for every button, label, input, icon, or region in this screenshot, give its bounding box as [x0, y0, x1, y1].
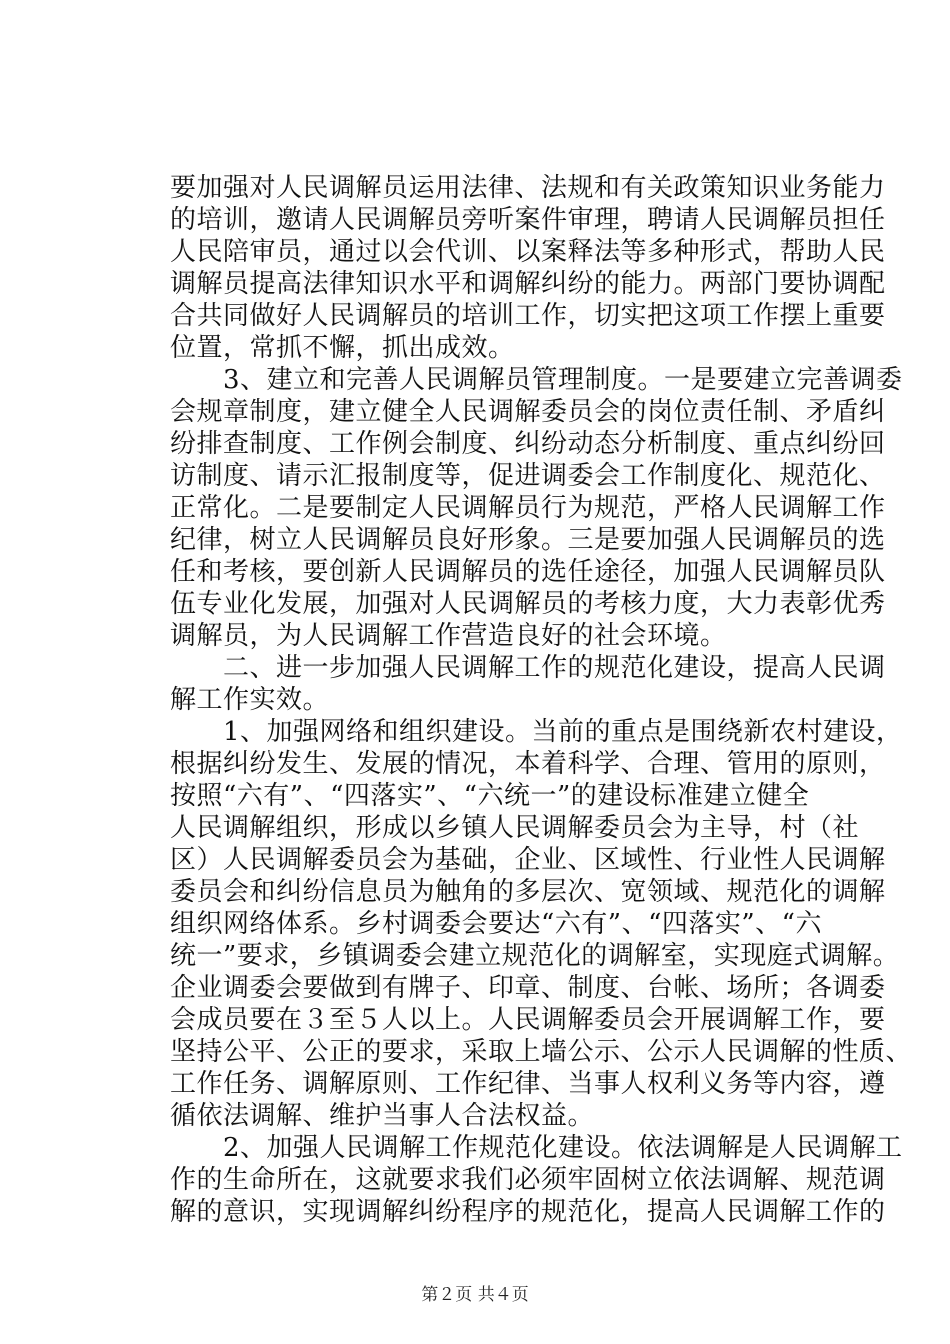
text-line: 2、加强人民调解工作规范化建设。依法调解是人民调解工: [170, 1133, 903, 1163]
text-line: 访制度、请示汇报制度等，促进调委会工作制度化、规范化、: [170, 461, 886, 491]
text-line: 企业调委会要做到有牌子、印章、制度、台帐、场所；各调委: [170, 973, 886, 1003]
text-line: 1、加强网络和组织建设。当前的重点是围绕新农村建设，: [170, 717, 903, 747]
text-line: 的培训，邀请人民调解员旁听案件审理，聘请人民调解员担任: [170, 205, 886, 235]
text-line: 任和考核，要创新人民调解员的选任途径，加强人民调解员队: [170, 557, 886, 587]
text-line: 工作任务、调解原则、工作纪律、当事人权利义务等内容，遵: [170, 1069, 886, 1099]
text-line: 纪律，树立人民调解员良好形象。三是要加强人民调解员的选: [170, 525, 886, 555]
text-line: 纷排查制度、工作例会制度、纠纷动态分析制度、重点纠纷回: [170, 429, 886, 459]
text-line: 3、建立和完善人民调解员管理制度。一是要建立完善调委: [170, 365, 903, 395]
text-line: 统一”要求，乡镇调委会建立规范化的调解室，实现庭式调解。: [170, 941, 900, 971]
text-line: 根据纠纷发生、发展的情况，本着科学、合理、管用的原则，: [170, 749, 886, 779]
text-line: 人民陪审员，通过以会代训、以案释法等多种形式，帮助人民: [170, 237, 886, 267]
body-text: [170, 172, 913, 1228]
text-line: 解工作实效。: [170, 685, 330, 715]
text-line: 组织网络体系。乡村调委会要达“六有”、“四落实”、“六: [170, 909, 822, 939]
text-line: 要加强对人民调解员运用法律、法规和有关政策知识业务能力: [170, 173, 886, 203]
text-line: 伍专业化发展，加强对人民调解员的考核力度，大力表彰优秀: [170, 589, 886, 619]
text-line: 循依法调解、维护当事人合法权益。: [170, 1101, 595, 1131]
text-line: 人民调解组织，形成以乡镇人民调解委员会为主导，村（社: [170, 813, 860, 843]
text-line: 委员会和纠纷信息员为触角的多层次、宽领域、规范化的调解: [170, 877, 886, 907]
text-line: 合共同做好人民调解员的培训工作，切实把这项工作摆上重要: [170, 301, 886, 331]
text-line: 区）人民调解委员会为基础，企业、区域性、行业性人民调解: [170, 845, 886, 875]
text-line: 调解员提高法律知识水平和调解纠纷的能力。两部门要协调配: [170, 269, 886, 299]
text-line: 正常化。二是要制定人民调解员行为规范，严格人民调解工作: [170, 493, 886, 523]
text-line: 坚持公平、公正的要求，采取上墙公示、公示人民调解的性质、: [170, 1037, 913, 1067]
text-line: 按照“六有”、“四落实”、“六统一”的建设标准建立健全: [170, 781, 810, 811]
text-line: 调解员，为人民调解工作营造良好的社会环境。: [170, 621, 727, 651]
text-line: 作的生命所在，这就要求我们必须牢固树立依法调解、规范调: [170, 1165, 886, 1195]
text-line: 二、进一步加强人民调解工作的规范化建设，提高人民调: [170, 653, 886, 683]
page-number-footer: 第２页 共４页: [421, 1285, 529, 1305]
text-line: 位置，常抓不懈，抓出成效。: [170, 333, 515, 363]
text-line: 会规章制度，建立健全人民调解委员会的岗位责任制、矛盾纠: [170, 397, 886, 427]
text-line: 解的意识，实现调解纠纷程序的规范化，提高人民调解工作的: [170, 1197, 886, 1227]
text-line: 会成员要在３至５人以上。人民调解委员会开展调解工作，要: [170, 1005, 886, 1035]
